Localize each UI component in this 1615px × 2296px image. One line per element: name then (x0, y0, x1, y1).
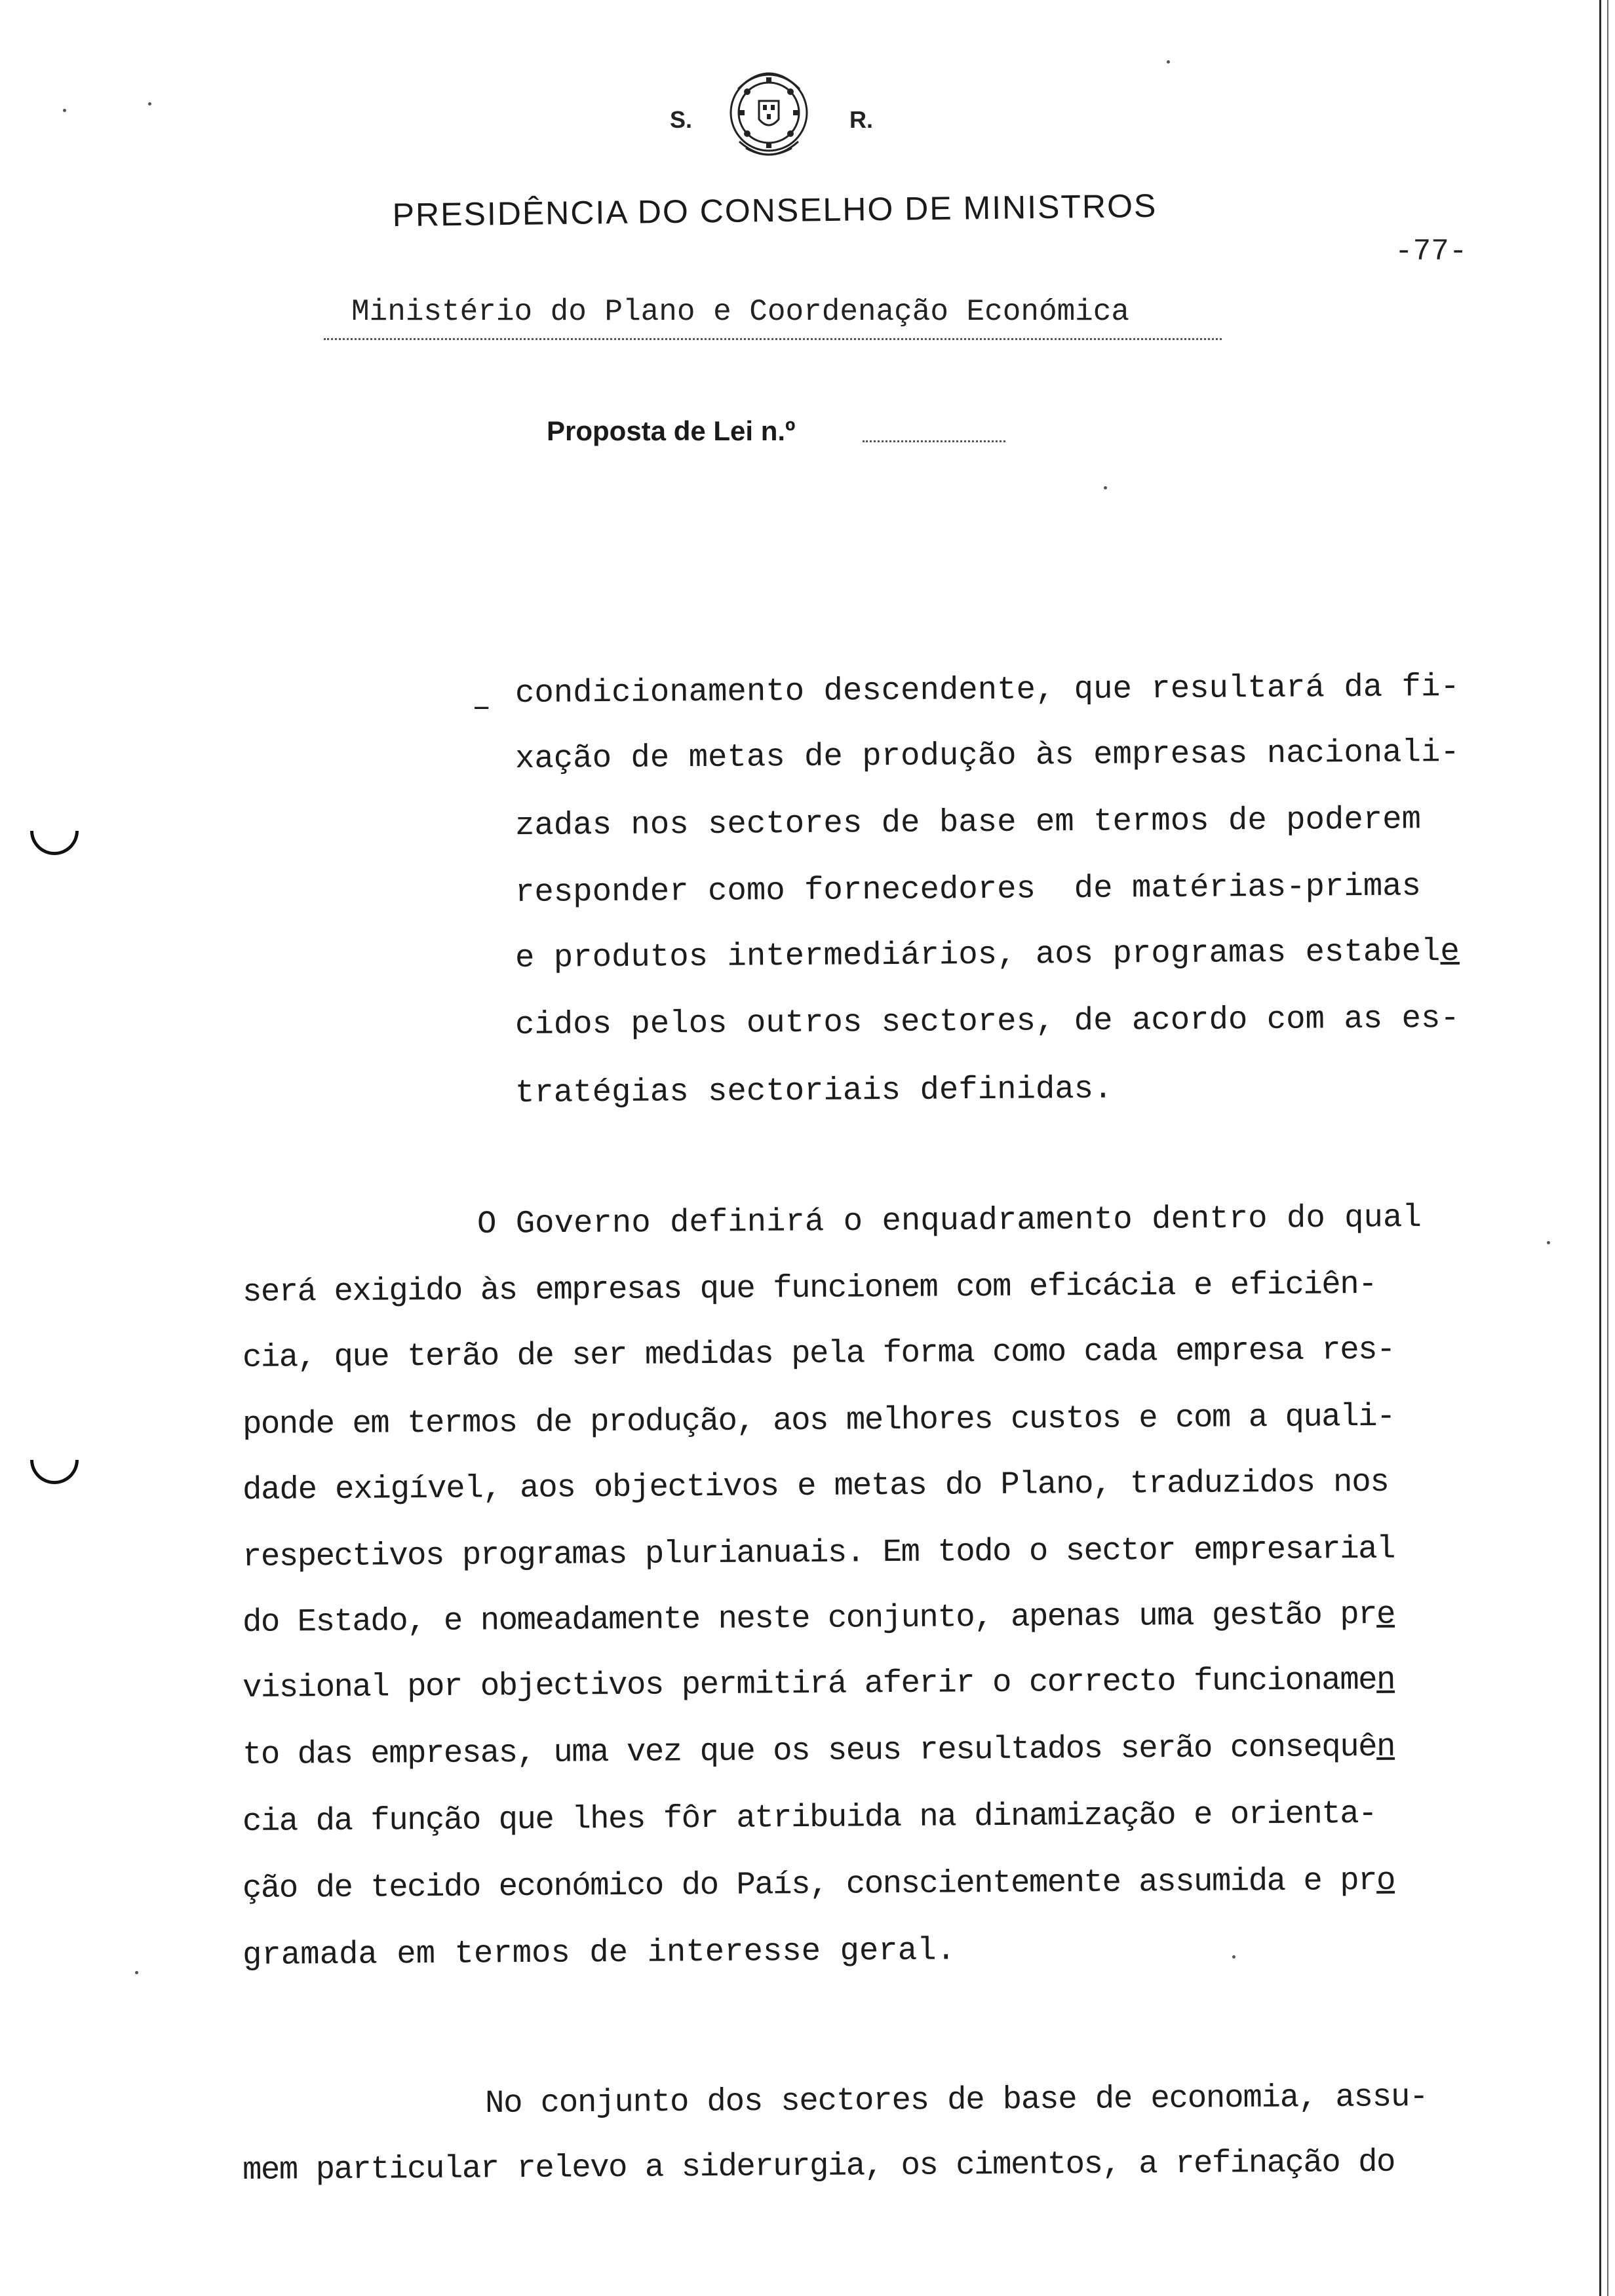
paper-speck (1104, 486, 1107, 489)
paragraph-line: cia, que terão de ser medidas pela forma como cada empresa res- (242, 1331, 1395, 1376)
list-item-line: responder como fornecedores de matérias-primas (515, 868, 1422, 911)
paper-speck (135, 1971, 138, 1974)
paragraph-line-text: do Estado, e nomeadamente neste conjunto, apenas uma gestão pr (242, 1596, 1377, 1641)
paragraph-line: O Governo definirá o enquadramento dentro do qual (477, 1198, 1422, 1242)
hyphenation-underlined-char: n (1376, 1661, 1395, 1698)
hyphenation-underlined-char: e (1440, 932, 1460, 970)
paragraph-line: cia da função que lhes fôr atribuida na dinamização e orienta- (242, 1795, 1377, 1840)
ministry-name: Ministério do Plano e Coordenação Económica (351, 295, 1129, 329)
binding-edge-line-secondary (1607, 0, 1608, 2296)
hyphenation-underlined-char: e (1376, 1596, 1395, 1633)
paper-speck (148, 102, 151, 105)
paragraph-line (243, 1596, 1395, 1641)
list-item-line: condicionamento descendente, que resultará da fi- (515, 668, 1460, 712)
binding-edge-line (1599, 0, 1601, 2296)
ministry-line (324, 295, 1222, 340)
paragraph-line-text: ção de tecido económico do País, conscientemente assumida e pr (242, 1862, 1377, 1907)
list-item-line (515, 933, 1460, 976)
paragraph-line: dade exigível, aos objectivos e metas do Plano, traduzidos nos (242, 1463, 1389, 1508)
list-bullet: – (472, 689, 492, 726)
list-item-line: cidos pelos outros sectores, de acordo com as es- (515, 999, 1460, 1043)
paper-speck (1167, 60, 1170, 64)
proposal-label: Proposta de Lei n.º (547, 415, 796, 446)
paragraph-line (243, 1662, 1395, 1706)
paper-speck (1232, 1955, 1236, 1959)
paragraph-line-text: visional por objectivos permitirá aferir o correcto funcioname (242, 1661, 1377, 1706)
list-item-line-text: e produtos intermediários, aos programas estabel (515, 933, 1441, 976)
paragraph-line (243, 1862, 1395, 1907)
punch-hole-mark-upper (30, 831, 79, 855)
coat-of-arms-emblem (720, 63, 818, 174)
letterhead-s-letter: S. (670, 106, 693, 133)
paragraph-line (243, 1729, 1395, 1773)
paper-speck (63, 109, 66, 112)
paragraph-line-text: to das empresas, uma vez que os seus resultados serão consequê (242, 1728, 1377, 1773)
list-item-line: tratégias sectoriais definidas. (515, 1070, 1113, 1111)
list-item-line: xação de metas de produção às empresas nacionali- (515, 733, 1460, 777)
page-number: -77- (1395, 235, 1468, 269)
paper-speck (1547, 1241, 1550, 1244)
paragraph-line: gramada em termos de interesse geral. (242, 1932, 956, 1974)
paragraph-line: No conjunto dos sectores de base de economia, assu- (484, 2078, 1428, 2122)
hyphenation-underlined-char: n (1376, 1728, 1395, 1765)
paragraph-line: mem particular relevo a siderurgia, os cimentos, a refinação do (242, 2143, 1395, 2189)
paragraph-line: respectivos programas plurianuais. Em todo o sector empresarial (242, 1530, 1395, 1575)
hyphenation-underlined-char: o (1376, 1862, 1395, 1899)
presidency-heading: PRESIDÊNCIA DO CONSELHO DE MINISTROS (392, 187, 1158, 234)
list-item-line: zadas nos sectores de base em termos de poderem (515, 801, 1422, 844)
proposal-number-blank (863, 440, 1005, 442)
paragraph-line: será exigido às empresas que funcionem com eficácia e eficiên- (242, 1265, 1377, 1311)
punch-hole-mark-lower (30, 1460, 79, 1484)
letterhead-r-letter: R. (849, 106, 873, 133)
paragraph-line: ponde em termos de produção, aos melhores custos e com a quali- (242, 1398, 1395, 1443)
